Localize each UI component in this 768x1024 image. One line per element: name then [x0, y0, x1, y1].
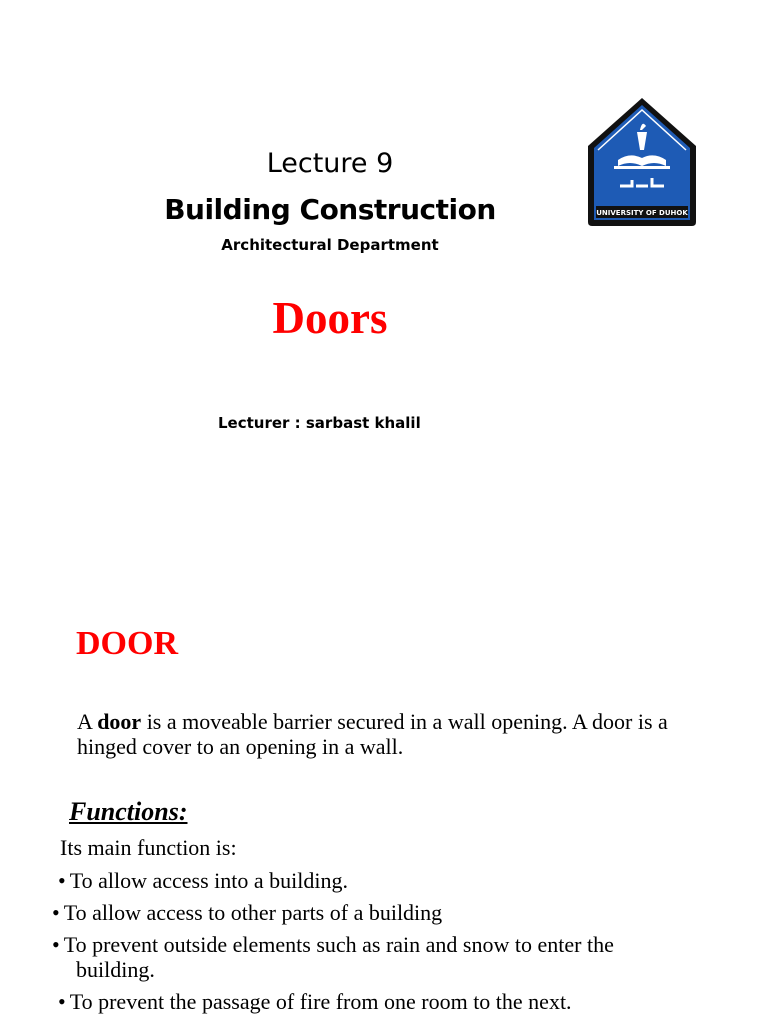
list-item: • To prevent outside elements such as rain and snow to enter the building. [52, 932, 614, 982]
content-slide [0, 575, 768, 1024]
bullet-icon: • [52, 900, 60, 925]
department-label: Architectural Department [221, 236, 439, 254]
lecture-number: Lecture 9 [266, 148, 394, 179]
lecturer-name: Lecturer : sarbast khalil [218, 414, 421, 432]
bullet-icon: • [58, 868, 66, 893]
definition-prefix: A [77, 709, 98, 734]
door-heading: DOOR [76, 625, 178, 662]
course-title: Building Construction [164, 193, 496, 226]
definition-rest: is a moveable barrier secured in a wall opening. A door is a hinged cover to an opening in a wall. [77, 709, 668, 759]
logo-text: UNIVERSITY OF DUHOK [596, 209, 688, 217]
door-definition [77, 709, 717, 759]
list-item: • To prevent the passage of fire from one room to the next. [58, 989, 572, 1014]
topic-title: Doors [272, 293, 388, 343]
definition-bold-word: door [97, 709, 142, 734]
bullet-icon: • [58, 989, 66, 1014]
list-item: • To allow access to other parts of a building [52, 900, 443, 925]
bullet-icon: • [52, 932, 60, 957]
university-logo-icon [584, 94, 700, 228]
functions-heading: Functions: [69, 797, 188, 826]
functions-intro: Its main function is: [60, 835, 237, 860]
list-item: • To allow access into a building. [58, 868, 348, 893]
